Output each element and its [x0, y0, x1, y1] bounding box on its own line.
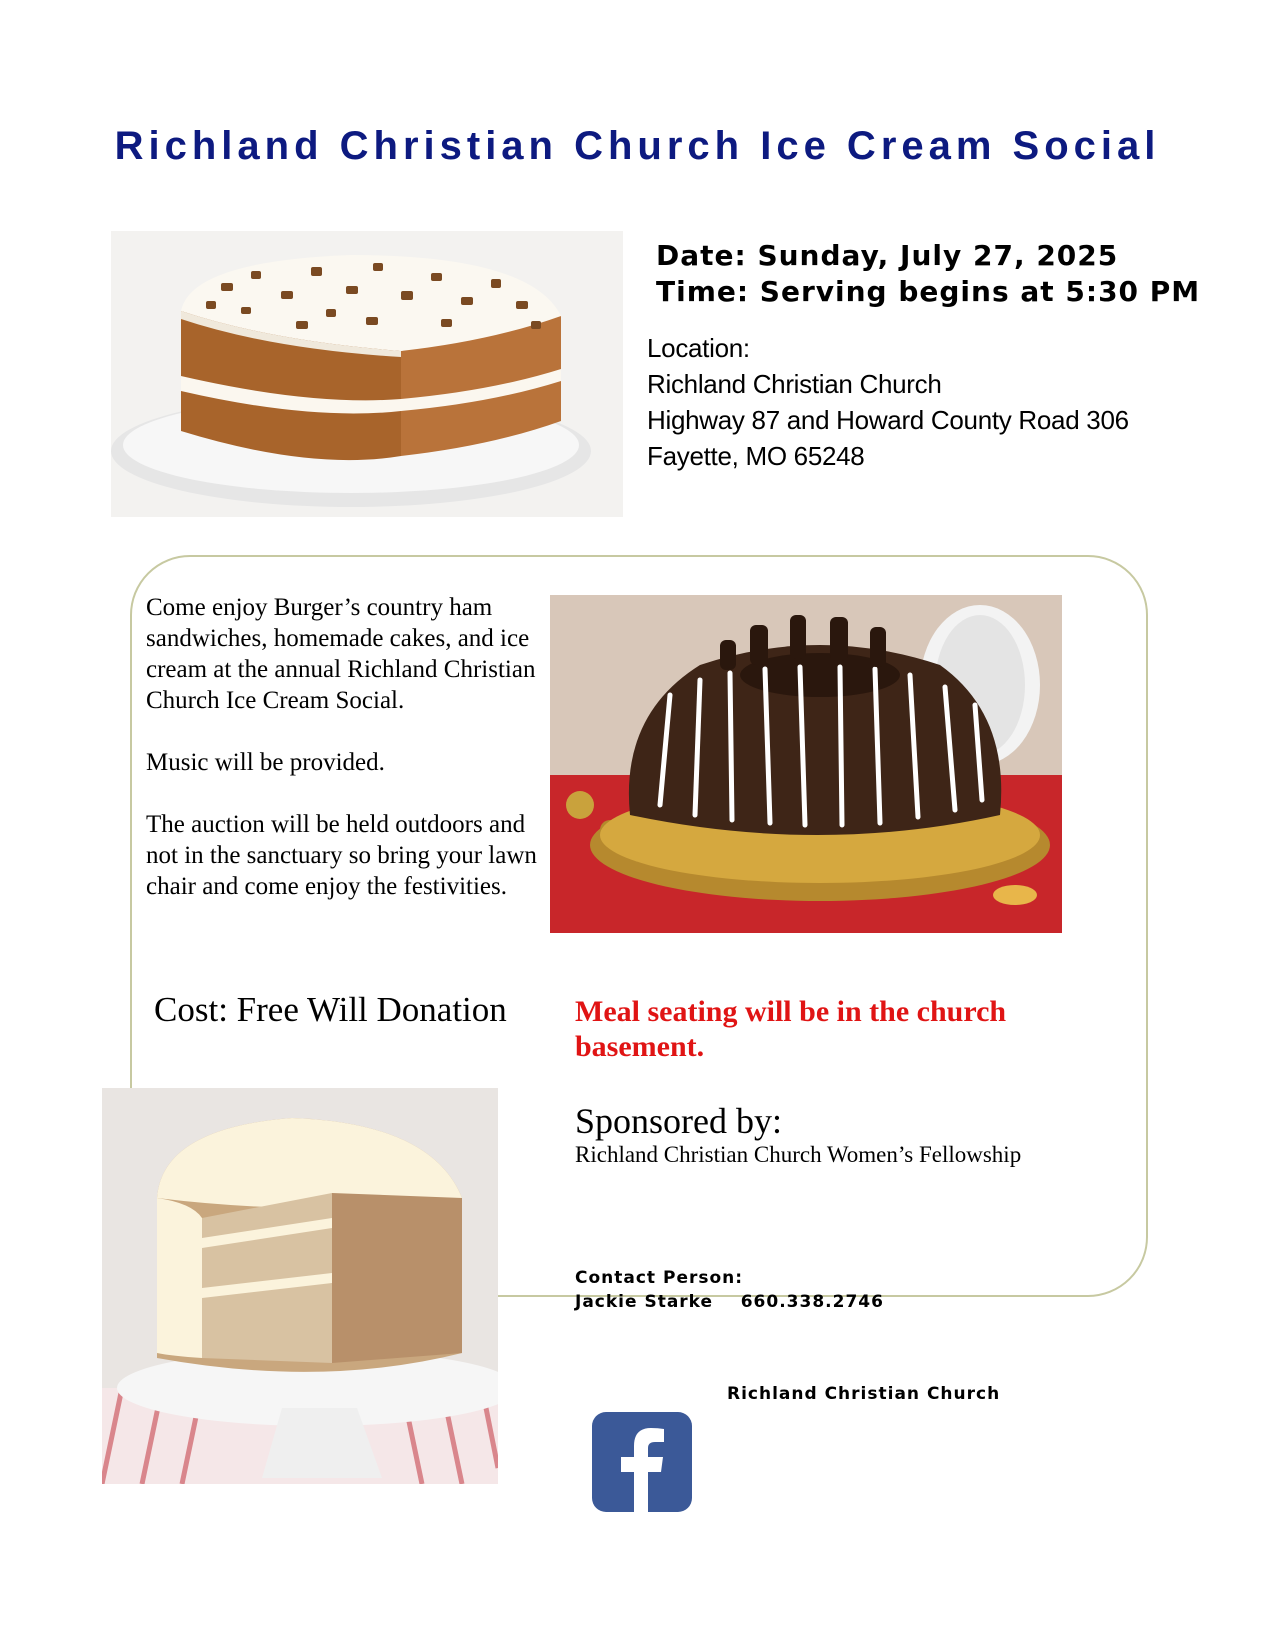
carrot-cake-photo [111, 231, 623, 517]
event-date-time [656, 238, 1200, 310]
contact-person: Jackie Starke 660.338.2746 [575, 1292, 884, 1312]
chocolate-bundt-cake-photo [550, 595, 1062, 933]
location-name: Richland Christian Church [647, 369, 942, 399]
facebook-page-label: Richland Christian Church [727, 1384, 1001, 1404]
page-title: Richland Christian Church Ice Cream Social [114, 124, 1161, 168]
cost-line: Cost: Free Will Donation [154, 990, 507, 1029]
meal-seating-note: Meal seating will be in the church basement. [575, 995, 1007, 1063]
event-description [146, 592, 556, 933]
location-address: Highway 87 and Howard County Road 306 [647, 405, 1129, 435]
contact-label: Contact Person: [575, 1268, 744, 1288]
spice-cake-photo [102, 1088, 498, 1484]
sponsored-by-heading: Sponsored by: [575, 1101, 782, 1141]
description-paragraph: Come enjoy Burger’s country ham sandwiches, homemade cakes, and ice cream at the annual Richland Christian Church Ice Cream Social. [146, 594, 536, 714]
event-time: Time: Serving begins at 5:30 PM [656, 275, 1201, 308]
event-date: Date: Sunday, July 27, 2025 [656, 239, 1119, 272]
description-paragraph: The auction will be held outdoors and not in the sanctuary so bring your lawn chair and come enjoy the festivities. [146, 811, 537, 900]
event-location [647, 330, 1129, 474]
description-paragraph: Music will be provided. [146, 749, 385, 776]
facebook-icon[interactable] [592, 1412, 692, 1512]
location-city: Fayette, MO 65248 [647, 441, 865, 471]
sponsor-name: Richland Christian Church Women’s Fellowship [575, 1142, 1022, 1167]
location-label: Location: [647, 333, 750, 363]
contact-info [575, 1266, 884, 1314]
